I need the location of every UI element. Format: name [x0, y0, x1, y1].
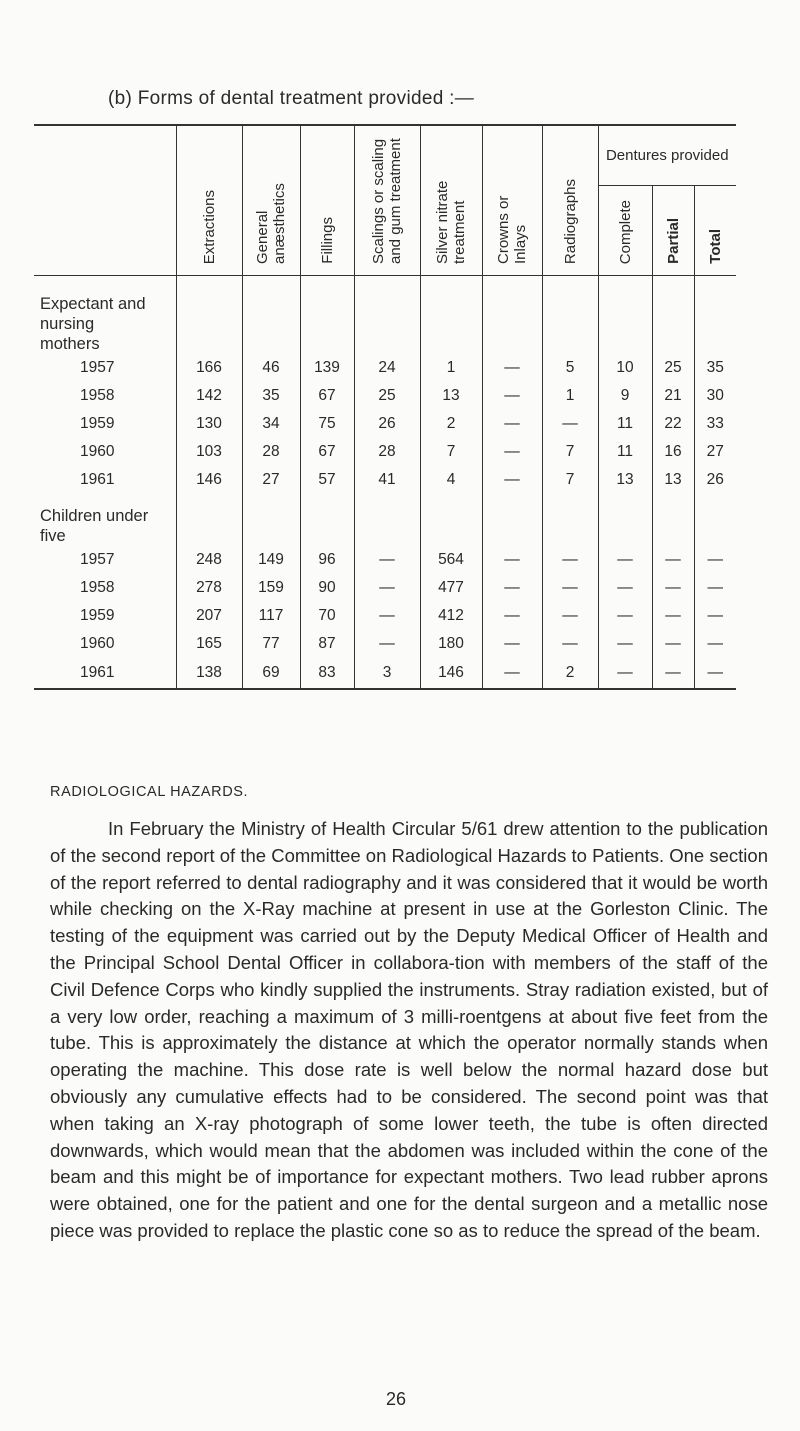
value-cell: — [482, 354, 542, 382]
value-cell: — [354, 574, 420, 602]
empty-cell [242, 276, 300, 355]
value-cell: 87 [300, 630, 354, 658]
group-label: Expectant and nursing mothers [40, 295, 146, 353]
value-cell: 564 [420, 546, 482, 574]
value-cell: 13 [652, 466, 694, 494]
value-cell: — [652, 602, 694, 630]
value-cell: 35 [694, 354, 736, 382]
value-cell: 33 [694, 410, 736, 438]
value-cell: — [694, 546, 736, 574]
value-cell: — [354, 546, 420, 574]
col-header-crowns-inlays: Crowns or Inlays [482, 125, 542, 276]
value-cell: 75 [300, 410, 354, 438]
table-row [34, 410, 736, 438]
col-header-radiographs: Radiographs [542, 125, 598, 276]
value-cell: 166 [176, 354, 242, 382]
value-cell: 117 [242, 602, 300, 630]
value-cell: — [542, 630, 598, 658]
year-cell: 1961 [34, 658, 176, 689]
value-cell: 139 [300, 354, 354, 382]
value-cell: 165 [176, 630, 242, 658]
value-cell: 248 [176, 546, 242, 574]
col-header-fillings: Fillings [300, 125, 354, 276]
year-cell: 1959 [80, 607, 115, 624]
value-cell: 24 [354, 354, 420, 382]
value-cell: 10 [598, 354, 652, 382]
value-cell: — [598, 602, 652, 630]
col-header-dentures-provided: Dentures provided [598, 125, 736, 186]
value-cell: — [694, 630, 736, 658]
value-cell: — [542, 410, 598, 438]
value-cell: 69 [242, 658, 300, 689]
value-cell: 159 [242, 574, 300, 602]
value-cell: 2 [420, 410, 482, 438]
year-cell: 1957 [80, 551, 115, 568]
col-header-total: Total [694, 186, 736, 276]
year-cell: 1958 [80, 579, 115, 596]
value-cell: 477 [420, 574, 482, 602]
empty-cell [542, 276, 598, 355]
group-row [34, 276, 736, 355]
empty-cell [482, 494, 542, 546]
value-cell: — [652, 546, 694, 574]
col-header-extractions: Extractions [176, 125, 242, 276]
value-cell: 1 [542, 382, 598, 410]
empty-cell [694, 494, 736, 546]
value-cell: 27 [242, 466, 300, 494]
value-cell: 7 [420, 438, 482, 466]
year-cell: 1960 [80, 443, 115, 460]
empty-cell [354, 276, 420, 355]
value-cell: — [694, 602, 736, 630]
value-cell: 26 [354, 410, 420, 438]
value-cell: — [482, 574, 542, 602]
table-row [34, 466, 736, 494]
value-cell: — [598, 574, 652, 602]
page-number: 26 [386, 1389, 407, 1409]
table-row [34, 574, 736, 602]
value-cell: 7 [542, 466, 598, 494]
value-cell: — [542, 574, 598, 602]
value-cell: 13 [598, 466, 652, 494]
value-cell: — [482, 546, 542, 574]
value-cell: 34 [242, 410, 300, 438]
value-cell: 25 [652, 354, 694, 382]
value-cell: — [482, 602, 542, 630]
empty-cell [598, 494, 652, 546]
empty-cell [598, 276, 652, 355]
value-cell: — [482, 658, 542, 689]
value-cell: 2 [542, 658, 598, 689]
value-cell: 26 [694, 466, 736, 494]
value-cell: — [542, 546, 598, 574]
value-cell: — [482, 438, 542, 466]
empty-cell [176, 276, 242, 355]
value-cell: — [482, 382, 542, 410]
value-cell: — [652, 574, 694, 602]
empty-cell [300, 494, 354, 546]
value-cell: — [652, 658, 694, 689]
value-cell: 13 [420, 382, 482, 410]
section-heading: RADIOLOGICAL HAZARDS. [50, 784, 249, 800]
group-label: Children under five [40, 507, 149, 545]
value-cell: 57 [300, 466, 354, 494]
empty-cell [652, 276, 694, 355]
value-cell: — [598, 546, 652, 574]
empty-cell [542, 494, 598, 546]
value-cell: — [482, 466, 542, 494]
empty-cell [300, 276, 354, 355]
year-cell: 1961 [80, 471, 115, 488]
empty-cell [694, 276, 736, 355]
table-row [34, 546, 736, 574]
value-cell: 278 [176, 574, 242, 602]
table-row [34, 658, 736, 689]
table-row [34, 602, 736, 630]
value-cell: 83 [300, 658, 354, 689]
value-cell: 30 [694, 382, 736, 410]
year-cell: 1958 [80, 387, 115, 404]
value-cell: — [482, 410, 542, 438]
value-cell: — [694, 574, 736, 602]
value-cell: 67 [300, 382, 354, 410]
value-cell: — [542, 602, 598, 630]
year-cell: 1959 [80, 415, 115, 432]
value-cell: — [598, 630, 652, 658]
value-cell: 1 [420, 354, 482, 382]
value-cell: 3 [354, 658, 420, 689]
value-cell: — [482, 630, 542, 658]
value-cell: 146 [420, 658, 482, 689]
body-paragraph: In February the Ministry of Health Circular 5/61 drew attention to the publication of the second report of the Committee on Radiological Hazards to Patients. One section of the report referred to dental radiography and it was considered that it would be worth while checking on the X-Ray machine at present in use at the Gorleston Clinic. The testing of the equipment was carried out by the Deputy Medical Officer of Health and the Principal School Dental Officer in collabora-tion with members of the staff of the Civil Defence Corps who kindly supplied the instruments. Stray radiation existed, but of a very low order, reaching a maximum of 3 milli-roentgens at about five feet from the tube. This is approximately the distance at which the operator normally stands when operating the machine. This dose rate is well below the normal hazard dose but obviously any cumulative effects had to be considered. The second point was that when taking an X-ray photograph of some lower teeth, the tube is often directed downwards, which would mean that the abdomen was included within the cone of the beam and this might be of importance for expectant mothers. Two lead rubber aprons were obtained, one for the patient and one for the dental surgeon and a metallic nose piece was provided to replace the plastic cone so as to reduce the spread of the beam. [50, 818, 768, 1241]
value-cell: 46 [242, 354, 300, 382]
value-cell: 146 [176, 466, 242, 494]
value-cell: 130 [176, 410, 242, 438]
table-row [34, 382, 736, 410]
empty-cell [176, 494, 242, 546]
table-row [34, 438, 736, 466]
value-cell: 70 [300, 602, 354, 630]
value-cell: 11 [598, 438, 652, 466]
col-header-scalings: Scalings or scaling and gum treatment [354, 125, 420, 276]
value-cell: 28 [354, 438, 420, 466]
value-cell: 138 [176, 658, 242, 689]
value-cell: 103 [176, 438, 242, 466]
table-header-row [34, 125, 736, 186]
value-cell: 180 [420, 630, 482, 658]
table-body [34, 276, 736, 690]
value-cell: 207 [176, 602, 242, 630]
col-header-partial: Partial [652, 186, 694, 276]
value-cell: 96 [300, 546, 354, 574]
value-cell: — [598, 658, 652, 689]
value-cell: 90 [300, 574, 354, 602]
value-cell: 142 [176, 382, 242, 410]
group-row [34, 494, 736, 546]
value-cell: 27 [694, 438, 736, 466]
table-title: (b) Forms of dental treatment provided :— [108, 88, 475, 109]
value-cell: 77 [242, 630, 300, 658]
empty-cell [652, 494, 694, 546]
empty-cell [420, 494, 482, 546]
col-header-silver-nitrate: Silver nitrate treatment [420, 125, 482, 276]
value-cell: — [354, 630, 420, 658]
value-cell: 5 [542, 354, 598, 382]
empty-cell [242, 494, 300, 546]
header-blank [34, 125, 176, 276]
value-cell: 9 [598, 382, 652, 410]
value-cell: — [354, 602, 420, 630]
value-cell: 11 [598, 410, 652, 438]
value-cell: 25 [354, 382, 420, 410]
value-cell: — [694, 658, 736, 689]
empty-cell [482, 276, 542, 355]
value-cell: 16 [652, 438, 694, 466]
value-cell: 412 [420, 602, 482, 630]
table-row [34, 354, 736, 382]
value-cell: 41 [354, 466, 420, 494]
col-header-general-anaesthetics: General anæsthetics [242, 125, 300, 276]
value-cell: 4 [420, 466, 482, 494]
value-cell: 28 [242, 438, 300, 466]
dental-treatment-table [34, 124, 736, 690]
value-cell: 149 [242, 546, 300, 574]
value-cell: 22 [652, 410, 694, 438]
value-cell: 35 [242, 382, 300, 410]
empty-cell [420, 276, 482, 355]
value-cell: 7 [542, 438, 598, 466]
year-cell: 1957 [80, 359, 115, 376]
value-cell: 21 [652, 382, 694, 410]
value-cell: — [652, 630, 694, 658]
value-cell: 67 [300, 438, 354, 466]
col-header-complete: Complete [598, 186, 652, 276]
table-row [34, 630, 736, 658]
year-cell: 1960 [80, 635, 115, 652]
empty-cell [354, 494, 420, 546]
